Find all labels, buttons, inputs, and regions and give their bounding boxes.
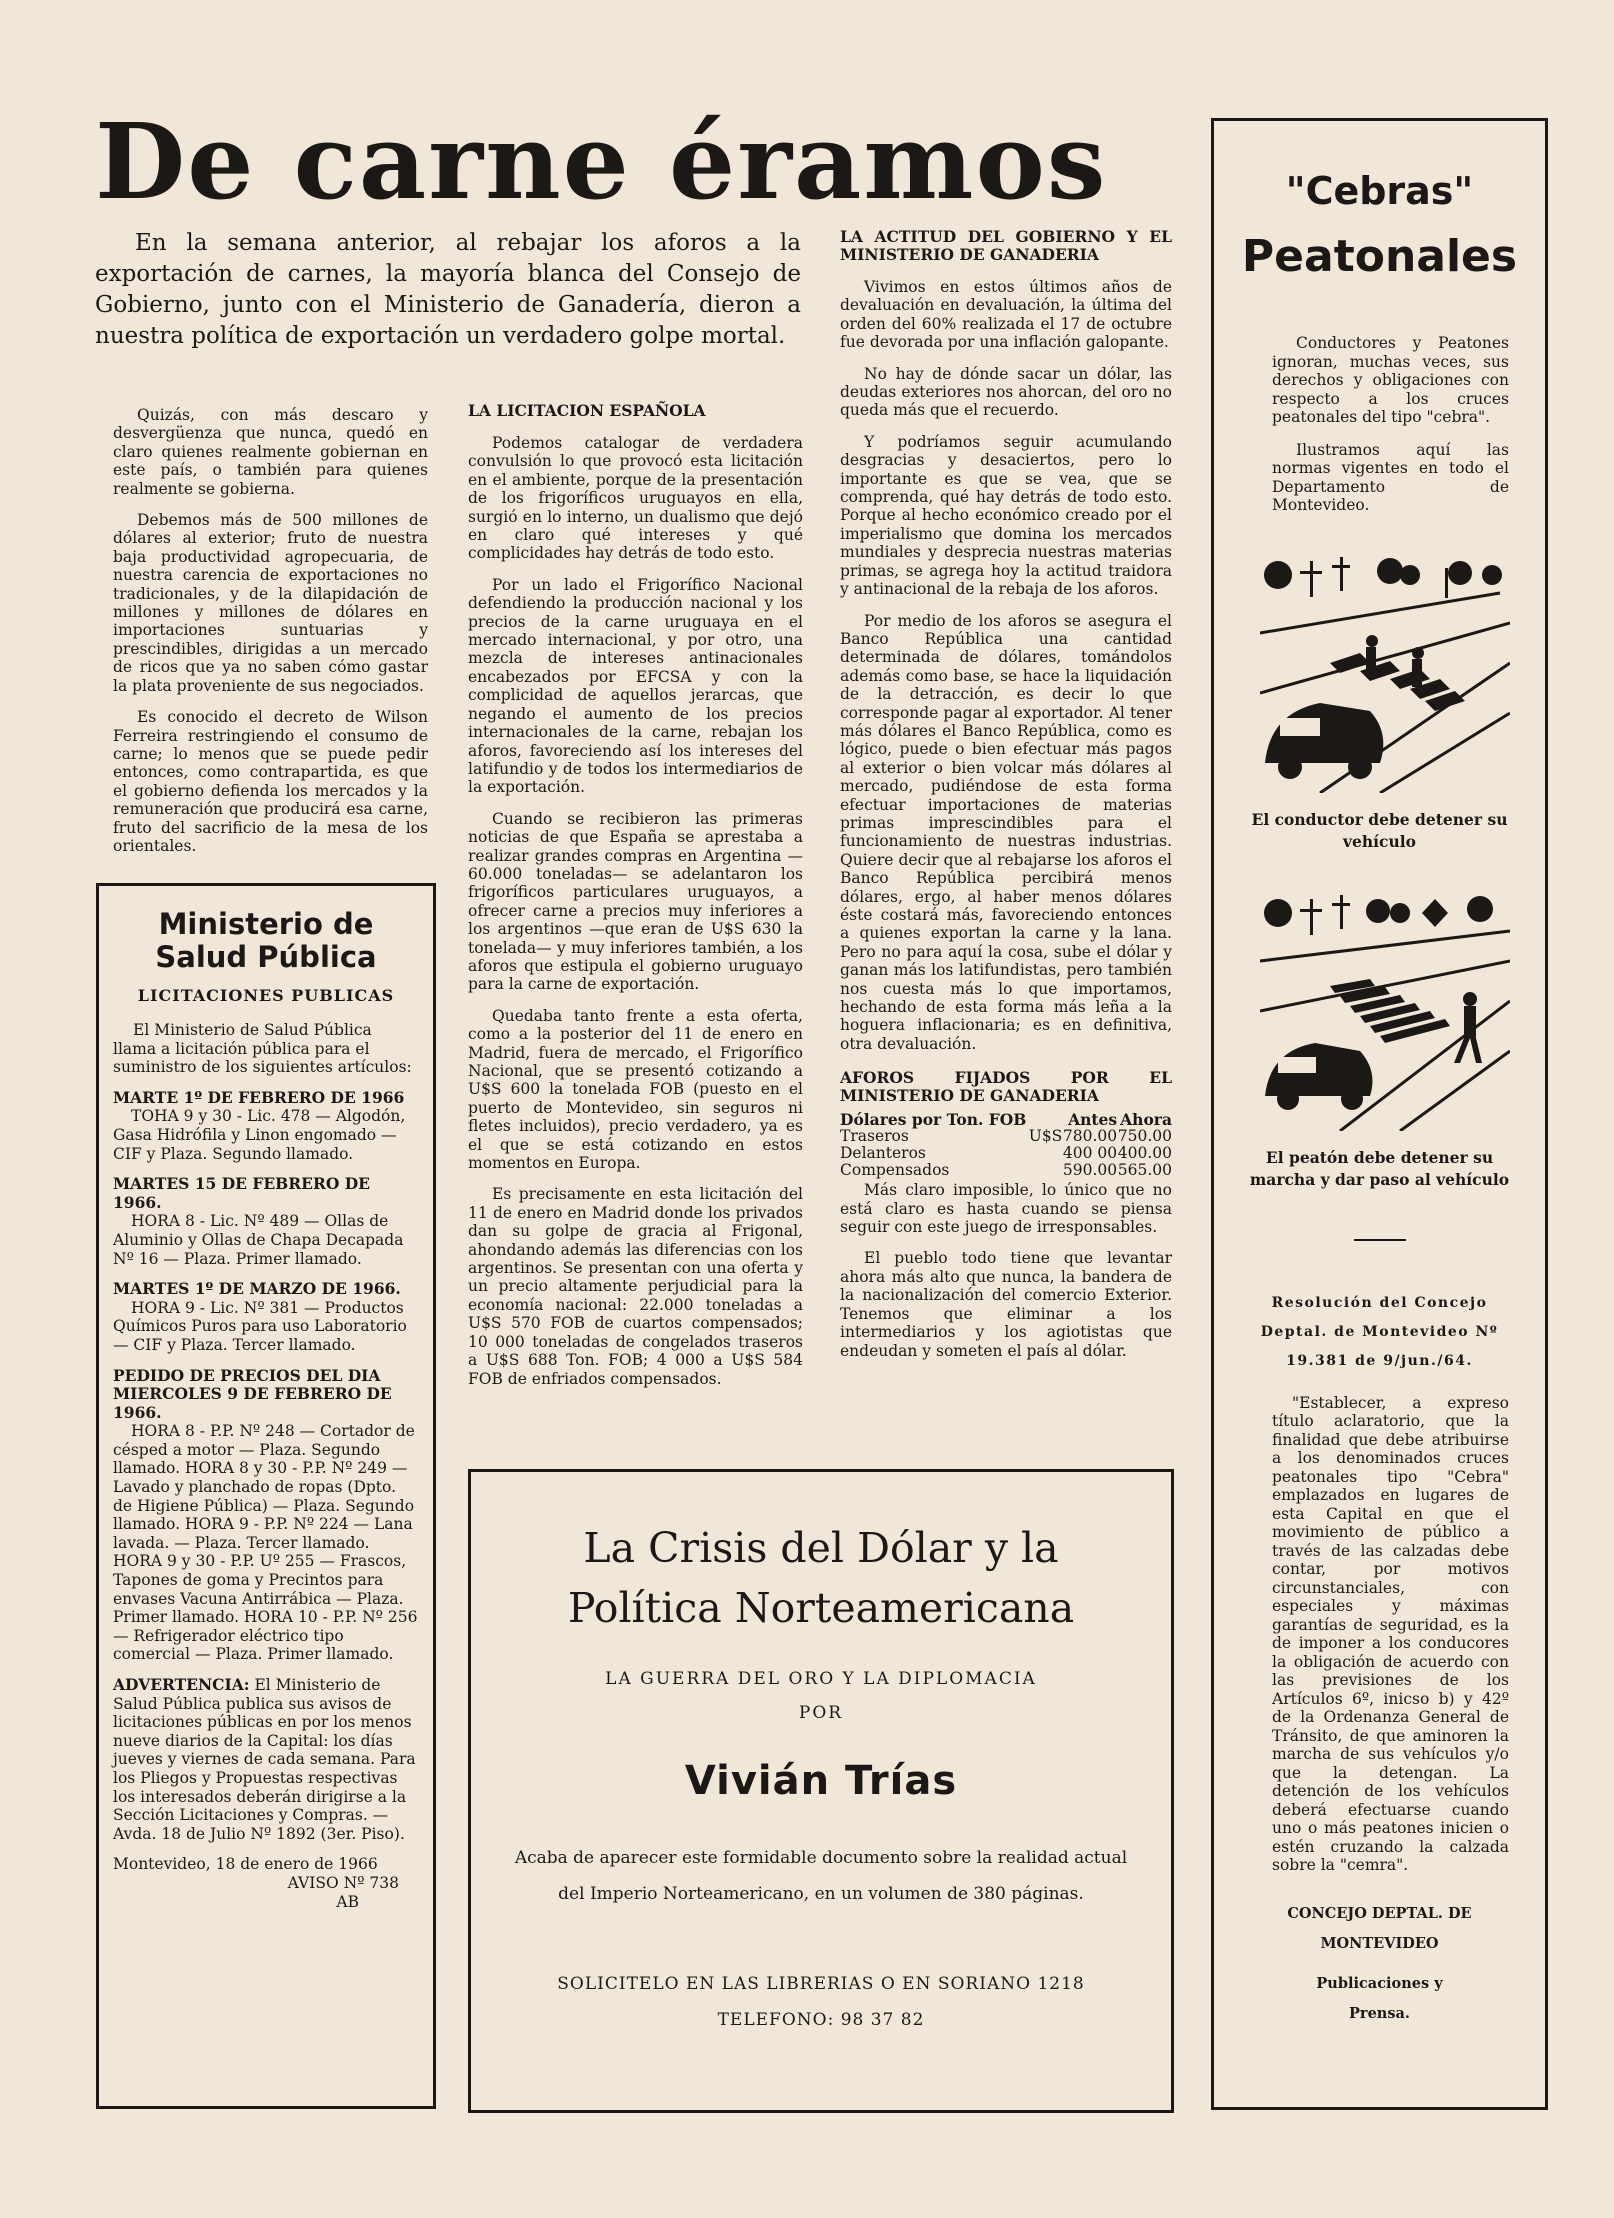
cebras-title: "Cebras" xyxy=(1285,169,1474,213)
col2-paragraph: Por un lado el Frigorífico Nacional defendiendo la producción nacional y los precios de la carne uruguaya en el mercado internacional, y por otro, una mezcla de intereses antinacionales encabezados por EFCSA y con la complicidad de aquellos jerarcas, que negando el aumento de los precios internacionales de la carne, rebajan los aforos, favoreciendo así los intereses del latifundio y de todos los intermediarios de la exportación. xyxy=(468,575,803,797)
col1-paragraph: Debemos más de 500 millones de dólares al exterior; fruto de nuestra baja productividad agropecuaria, de nuestra carencia de exportaciones no tradicionales, y de la dilapidación de millones y millones de dólares en importaciones suntuarias y prescindibles, dirigidas a un mercado de ricos que ya no saben cómo gastar la plata proveniente de sus negociados. xyxy=(113,511,428,695)
ministry-item-body: HORA 8 - Lic. Nº 489 — Ollas de Aluminio y Ollas de Chapa Decapada Nº 16 — Plaza. Primer llamado. xyxy=(113,1212,404,1268)
col3-closing: El pueblo todo tiene que levantar ahora más alto que nunca, la bandera de la nacionalización del comercio Exterior. Tenemos que eliminar a los intermediarios y los agiotistas que endeudan y someten el país al dólar. xyxy=(840,1249,1172,1360)
aforos-col-label: Dólares por Ton. FOB xyxy=(840,1110,1027,1130)
aforos-cell: Traseros xyxy=(840,1127,909,1146)
ministry-item xyxy=(113,1089,419,1163)
table-row xyxy=(840,1162,1172,1179)
crosswalk-illustration-pedestrian-stops xyxy=(1260,891,1510,1131)
aforos-cell: 780.00 xyxy=(1062,1127,1118,1146)
aforos-cell: 400.00 xyxy=(1117,1144,1172,1163)
col3-paragraph: Vivimos en estos últimos años de devaluación en devaluación, la última del orden del 60% realizada el 17 de octubre fue devorada por una inflación galopante. xyxy=(840,278,1172,352)
aforos-cell: 750.00 xyxy=(1117,1127,1172,1146)
ministry-item-body: HORA 8 - P.P. Nº 248 — Cortador de césped a motor — Plaza. Segundo llamado. HORA 8 y 30 - P.P. Nº 249 — Lavado y planchado de ropas (Dpto. de Higiene Pública) — Plaza. Segundo llamado. HORA 9 - P.P. Nº 224 — Lana lavada. — Plaza. Tercer llamado. HORA 9 y 30 - P.P. Uº 255 — Frascos, Tapones de goma y Precintos para envases Vacuna Antirrábica — Plaza. Primer llamado. HORA 10 - P.P. Nº 256 — Refrigerador eléctrico tipo comercial — Plaza. Primer llamado. xyxy=(113,1422,418,1664)
col1-paragraph: Quizás, con más descaro y desvergüenza que nunca, quedó en claro quienes realmente gobiernan en este país, o también para quienes realmente se gobierna. xyxy=(113,406,428,498)
aforos-cell: 590.00 xyxy=(1062,1161,1118,1180)
col3-paragraph: Por medio de los aforos se asegura el Banco República una cantidad determinada de dólares, tomándolos además como base, se hace la liquidación de la detracción, es decir lo que corresponde pagar al exportador. Al tener más dólares el Banco República, como es lógico, puede o bien efectuar más pagos al exterior o bien volcar más dólares al mercado, pudiéndose de esta forma efectuar importaciones de materias primas imprescindibles para el funcionamiento de nuestras industrias. Quiere decir que al rebajarse los aforos el Banco República percibirá menos dólares, ergo, al haber menos dólares éste costará más, favoreciendo entonces a quienes exportan la carne y la lana. Pero no para aquí la cosa, sube el dólar y ganan más los latifundistas, pero también nos cuesta más lo que importamos, hechando de esta forma más leña a la hoguera inflacionaria; es en definitiva, otra devaluación. xyxy=(840,611,1172,1053)
ministry-item-body: HORA 9 - Lic. Nº 381 — Productos Químicos Puros para uso Laboratorio — CIF y Plaza. Tercer llamado. xyxy=(113,1298,407,1354)
cebras-intro xyxy=(1214,334,1545,515)
ministry-item-head: MARTES 15 DE FEBRERO DE 1966. xyxy=(113,1174,370,1212)
ministry-item-body: TOHA 9 y 30 - Lic. 478 — Algodón, Gasa Hidrófila y Linon engomado — CIF y Plaza. Segundo llamado. xyxy=(113,1107,406,1163)
col2-heading: LA LICITACION ESPAÑOLA xyxy=(468,401,706,420)
caption-pedestrian-stops: El peatón debe detener su marcha y dar paso al vehículo xyxy=(1249,1147,1510,1189)
col2-paragraph: Quedaba tanto frente a esta oferta, como a la posterior del 11 de enero en Madrid, fuera de mercado, el Frigorífico Nacional, que se presentó cotizando a U$S 600 la tonelada FOB (puesto en el puerto de Montevideo, sin seguros ni fletes incluidos), precio verdadero, ya es el que se está cotizando en estos momentos en Europa. xyxy=(468,1006,803,1173)
aforos-table xyxy=(840,1111,1172,1179)
ministry-intro: El Ministerio de Salud Pública llama a licitación pública para el suministro de los siguientes artículos: xyxy=(113,1021,412,1077)
ministry-item xyxy=(113,1280,419,1354)
ministry-advert-head: ADVERTENCIA: xyxy=(113,1675,250,1694)
ministry-item xyxy=(113,1367,419,1665)
signature-council: CONCEJO DEPTAL. DE MONTEVIDEO xyxy=(1287,1904,1472,1952)
ministry-notice-box xyxy=(96,883,436,2109)
column-1 xyxy=(113,406,428,868)
col1-paragraph: Es conocido el decreto de Wilson Ferreira restringiendo el consumo de carne; lo menos que se puede pedir entonces, como contrapartida, es que el gobierno defienda los mercados y la remuneración que producirá esa carne, fruto del sacrificio de la mesa de los orientales. xyxy=(113,708,428,855)
book-title xyxy=(471,1518,1171,1638)
col2-paragraph: Cuando se recibieron las primeras noticias de que España se aprestaba a realizar grandes compras en Argentina —60.000 toneladas— se adelantaron los frigoríficos particulares uruguayos, a ofrecer carne a precios muy inferiores a los argentinos —que eran de U$S 630 la tonelada— y muy inferiores también, a los aforos que estipula el gobierno uruguayo para la carne de exportación. xyxy=(468,809,803,994)
ministry-aviso: AVISO Nº 738 xyxy=(287,1873,399,1892)
col3-closing: Más claro imposible, lo único que no está claro es hasta cuando se piensa seguir con este juego de irresponsables. xyxy=(840,1181,1172,1237)
divider xyxy=(1354,1239,1406,1241)
aforos-col-antes: Antes xyxy=(1068,1110,1118,1130)
column-3 xyxy=(840,228,1172,1373)
table-row xyxy=(840,1145,1172,1162)
book-order: SOLICITELO EN LAS LIBRERIAS O EN SORIANO 1218 xyxy=(557,1974,1085,1994)
col2-paragraph: Podemos catalogar de verdadera convulsión lo que provocó esta licitación en el ambiente, porque de la presentación de los frigoríficos uruguayos en ella, surgió en lo interno, un dualismo que dejó en claro qué intereses y qué complicidades hay detrás de todo esto. xyxy=(468,434,803,563)
ministry-body xyxy=(99,1021,433,1911)
ministry-ab: AB xyxy=(336,1892,359,1911)
lead-paragraph: En la semana anterior, al rebajar los aforos a la exportación de carnes, la mayoría blanca del Consejo de Gobierno, junto con el Ministerio de Ganadería, dieron a nuestra política de exportación un verdadero golpe mortal. xyxy=(95,230,801,349)
table-row xyxy=(840,1128,1172,1145)
ministry-title xyxy=(99,908,433,974)
book-title-line-1: La Crisis del Dólar y la xyxy=(583,1524,1059,1572)
book-subtitle-text: LA GUERRA DEL ORO Y LA DIPLOMACIA xyxy=(605,1669,1037,1689)
ministry-advert xyxy=(113,1676,419,1843)
ministry-advert-text: El Ministerio de Salud Pública publica sus avisos de licitaciones públicas en por los menos nueve diarios de la Capital: los días jueves y viernes de cada semana. Para los Pliegos y Propuestas respectivas los interesados deberán dirigirse a la Sección Licitaciones y Compras. — Avda. 18 de Julio Nº 1892 (3er. Piso). xyxy=(113,1676,416,1843)
ministry-item xyxy=(113,1175,419,1268)
aforos-col-ahora: Ahora xyxy=(1120,1110,1172,1130)
col2-paragraph: Es precisamente en esta licitación del 11 de enero en Madrid donde los privados dan su golpe de gracia al Frigonal, ahondando además las diferencias con los argentinos. Se presentan con una oferta y un precio altamente perjudicial para la economía nacional: 22.000 toneladas a U$S 570 FOB de cuartos compensados; 10 000 toneladas de congelados traseros a U$S 688 Ton. FOB; 4 000 a U$S 584 FOB de enfriados compensados. xyxy=(468,1185,803,1388)
caption-driver-stops: El conductor debe detener su vehículo xyxy=(1251,809,1508,851)
book-phone: TELEFONO: 98 37 82 xyxy=(717,2010,925,2030)
book-author: Vivián Trías xyxy=(684,1758,958,1804)
ministry-item-head: PEDIDO DE PRECIOS DEL DIA MIERCOLES 9 DE FEBRERO DE 1966. xyxy=(113,1365,392,1422)
ministry-item-head: MARTES 1º DE MARZO DE 1966. xyxy=(113,1279,401,1299)
ministry-item-head: MARTE 1º DE FEBRERO DE 1966 xyxy=(113,1087,405,1107)
cebras-notice-box xyxy=(1211,118,1548,2110)
aforos-cell: 400 00 xyxy=(1062,1144,1118,1163)
book-advertisement xyxy=(468,1469,1174,2113)
book-title-line-2: Política Norteamericana xyxy=(567,1584,1075,1632)
aforos-cell: Delanteros xyxy=(840,1144,926,1163)
book-order-info xyxy=(471,1966,1171,2038)
column-2 xyxy=(468,402,803,1401)
aforos-header-row xyxy=(840,1111,1172,1128)
cebras-intro-1: Conductores y Peatones ignoran, muchas veces, sus derechos y obligaciones con respecto a los cruces peatonales del tipo "cebra". xyxy=(1272,334,1509,426)
headline: De carne éramos xyxy=(95,100,1108,223)
book-description: Acaba de aparecer este formidable documento sobre la realidad actual del Imperio Norteamericano, en un volumen de 380 páginas. xyxy=(514,1848,1128,1904)
crosswalk-illustration-driver-stops xyxy=(1260,553,1510,793)
signature-press: Publicaciones y Prensa. xyxy=(1316,1974,1443,2022)
ministry-title-line-1: Ministerio de xyxy=(158,907,374,941)
book-por: POR xyxy=(798,1703,844,1723)
cebras-subtitle: Peatonales xyxy=(1241,231,1518,282)
ministry-title-line-2: Salud Pública xyxy=(155,940,377,974)
resolution-heading: Resolución del Concejo Deptal. de Montevideo Nº 19.381 de 9/jun./64. xyxy=(1260,1294,1499,1369)
aforos-heading: AFOROS FIJADOS POR EL MINISTERIO DE GANADERIA xyxy=(840,1068,1172,1106)
ministry-date: Montevideo, 18 de enero de 1966 xyxy=(113,1855,378,1874)
aforos-currency: U$S xyxy=(1028,1127,1063,1146)
aforos-cell: Compensados xyxy=(840,1161,950,1180)
col3-paragraph: No hay de dónde sacar un dólar, las deudas exteriores nos ahorcan, del oro no queda más que el recuerdo. xyxy=(840,364,1172,420)
book-subtitle xyxy=(471,1662,1171,1730)
col3-heading: LA ACTITUD DEL GOBIERNO Y EL MINISTERIO DE GANADERIA xyxy=(840,227,1172,264)
aforos-cell: 565.00 xyxy=(1117,1161,1172,1180)
ministry-subtitle: LICITACIONES PUBLICAS xyxy=(137,986,395,1005)
resolution-text: "Establecer, a expreso título aclaratorio, que la finalidad que debe atribuirse a los denominados cruces peatonales tipo "Cebra" emplazados en lugares de esta Capital en que el movimiento de público a través de las calzadas debe contar, por motivos circunstanciales, con especiales y máximas garantías de seguridad, es la de imponer a los conducores la obligación de acuerdo con las previsiones de los Artículos 6º, inicso b) y 42º de la Ordenanza General de Tránsito, de que aminoren la marcha de sus vehículos y/o que la detengan. La detención de los vehículos deberá efectuarse cuando uno o más peatones inicien o estén cruzando la calzada sobre la "cemra". xyxy=(1272,1393,1509,1874)
cebras-intro-2: Ilustramos aquí las normas vigentes en todo el Departamento de Montevideo. xyxy=(1272,440,1509,514)
col3-paragraph: Y podríamos seguir acumulando desgracias y desaciertos, pero lo importante es que se vea, que se comprenda, qué hay detrás de todo esto. Porque al hecho económico creado por el imperialismo que domina los mercados mundiales y desprecia nuestras materias primas, se agrega hoy la actitud traidora y antinacional de la rebaja de los aforos. xyxy=(840,432,1172,599)
